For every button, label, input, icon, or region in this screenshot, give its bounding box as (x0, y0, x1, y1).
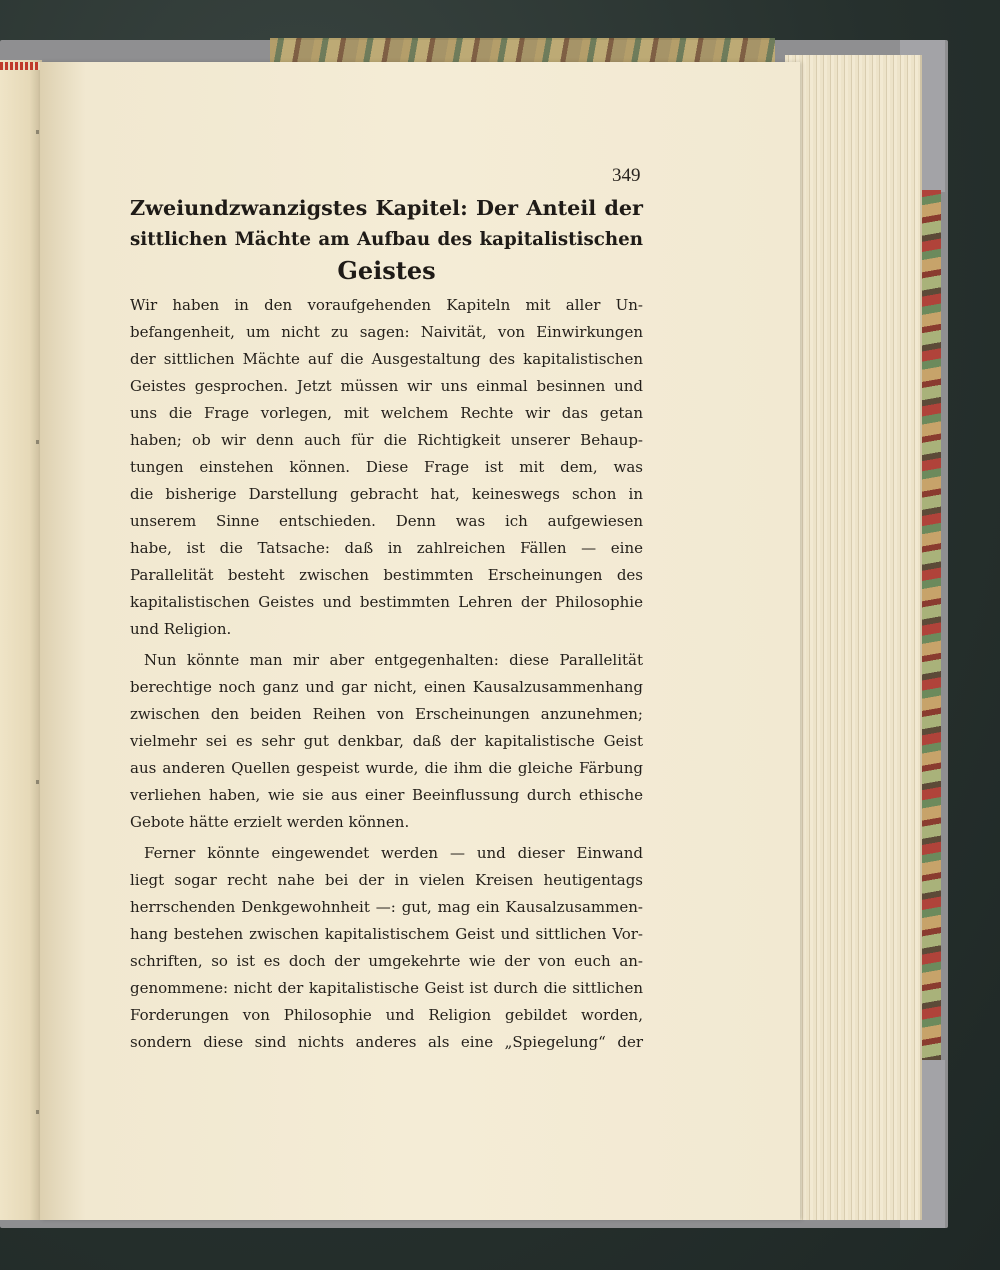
text-line: habe, ist die Tatsache: daß in zahlreichen Fällen — eine (130, 539, 643, 557)
text-line: berechtige noch ganz und gar nicht, einen Kausalzusammenhang (130, 678, 643, 696)
paragraph-2 (130, 647, 643, 836)
text-line: haben; ob wir denn auch für die Richtigkeit unserer Behaup- (130, 431, 643, 449)
text-line: Ferner könnte eingewendet werden — und dieser Einwand (144, 844, 643, 862)
text-line: hang bestehen zwischen kapitalistischem Geist und sittlichen Vor- (130, 925, 643, 943)
stitch-mark (36, 1110, 39, 1114)
left-page-edge (0, 60, 42, 1220)
text-line: liegt sogar recht nahe bei der in vielen Kreisen heutigentags (130, 871, 643, 889)
text-line: genommene: nicht der kapitalistische Geist ist durch die sittlichen (130, 979, 643, 997)
chapter-title-line: sittlichen Mächte am Aufbau des kapitalistischen (130, 229, 643, 250)
stitch-mark (36, 780, 39, 784)
chapter-title-line: Zweiundzwanzigstes Kapitel: Der Anteil der (130, 196, 643, 220)
body-text (130, 292, 643, 1056)
text-line: zwischen den beiden Reihen von Erscheinungen anzunehmen; (130, 705, 643, 723)
paragraph-3 (130, 840, 643, 1056)
text-line: tungen einstehen können. Diese Frage ist mit dem, was (130, 458, 643, 476)
stitch-mark (36, 440, 39, 444)
text-line: die bisherige Darstellung gebracht hat, keineswegs schon in (130, 485, 643, 503)
text-line: und Religion. (130, 620, 232, 638)
stitch-mark (36, 130, 39, 134)
chapter-title-line: Geistes (337, 256, 436, 285)
text-line: unserem Sinne entschieden. Denn was ich aufgewiesen (130, 512, 643, 530)
text-line: uns die Frage vorlegen, mit welchem Rechte wir das getan (130, 404, 643, 422)
text-line: der sittlichen Mächte auf die Ausgestaltung des kapitalistischen (130, 350, 643, 368)
text-line: verliehen haben, wie sie aus einer Beeinflussung durch ethische (130, 786, 643, 804)
text-line: kapitalistischen Geistes und bestimmten Lehren der Philosophie (130, 593, 643, 611)
paragraph-1 (130, 292, 643, 643)
page-number: 349 (612, 165, 641, 186)
text-line: sondern diese sind nichts anderes als eine „Spiegelung“ der (130, 1033, 643, 1051)
chapter-title (130, 193, 643, 286)
text-line: Forderungen von Philosophie und Religion gebildet worden, (130, 1006, 643, 1024)
text-line: schriften, so ist es doch der umgekehrte wie der von euch an- (130, 952, 643, 970)
text-line: Nun könnte man mir aber entgegenhalten: diese Parallelität (144, 651, 643, 669)
text-line: Geistes gesprochen. Jetzt müssen wir uns einmal besinnen und (130, 377, 643, 395)
page-edges-stack (785, 55, 922, 1220)
text-line: Parallelität besteht zwischen bestimmten Erscheinungen des (130, 566, 643, 584)
text-line: vielmehr sei es sehr gut denkbar, daß der kapitalistische Geist (130, 732, 643, 750)
text-line: aus anderen Quellen gespeist wurde, die ihm die gleiche Färbung (130, 759, 643, 777)
text-line: Wir haben in den voraufgehenden Kapiteln mit aller Un- (130, 296, 643, 314)
text-line: herrschenden Denkgewohnheit —: gut, mag ein Kausalzusammen- (130, 898, 643, 916)
text-line: befangenheit, um nicht zu sagen: Naivität, von Einwirkungen (130, 323, 643, 341)
text-line: Gebote hätte erzielt werden können. (130, 813, 410, 831)
